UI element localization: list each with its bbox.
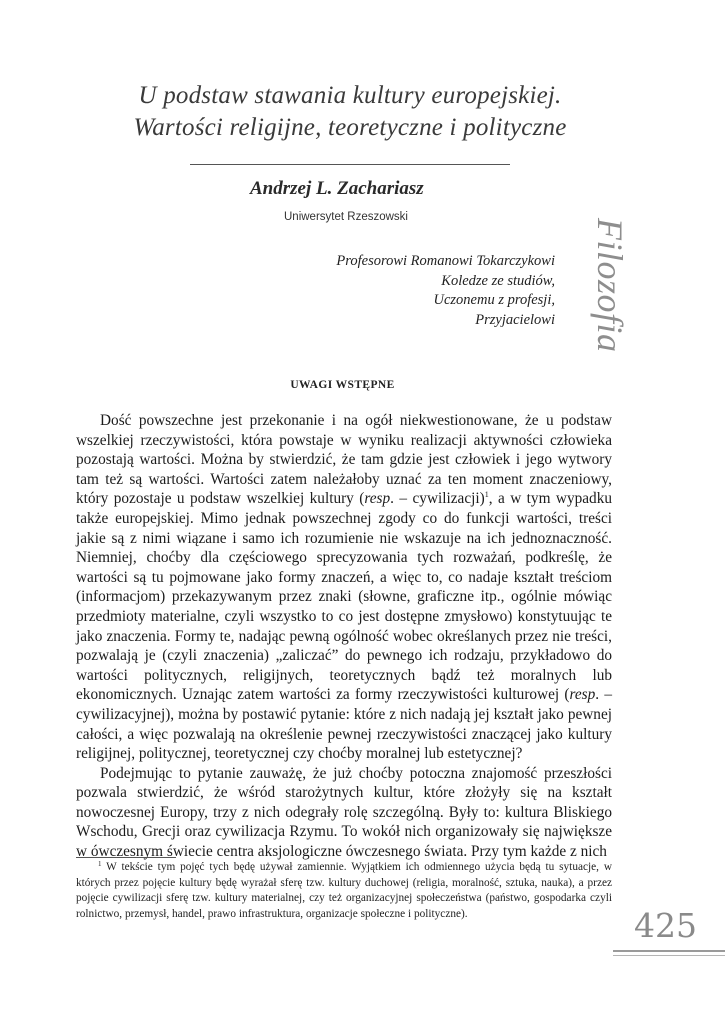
dedication-line: Przyjacielowi (475, 311, 555, 328)
section-side-label: Filozofia (590, 218, 630, 353)
paragraph-1-part-a: Dość powszechne jest przekonanie i na ogół niekwestionowane, że u podstaw wszelkiej rzeczywistości, która powstaje w wyniku realizacji aktywności człowieka pozostają wartości. Można by stwierdzić, że tam gdzie jest człowiek i jego wytwory tam też są wartości. Wartości zatem należałoby uznać za ten moment znaczeniowy, który pozostaje u podstaw wszelkiej kultury ( (76, 412, 612, 508)
article-title-line-1: U podstaw stawania kultury europejskiej. (138, 82, 562, 109)
footnote-divider (76, 857, 176, 858)
paragraph-2: Podejmując to pytanie zauważę, że już choćby potoczna znajomość przeszłości pozwala stwierdzić, że wśród starożytnych kultur, które złożyły się na kształt nowoczesnej Europy, trzy z nich odegrały rolę szczególną. Były to: kultura Bliskiego Wschodu, Grecji oraz cywilizacja Rzymu. To wokół nich organizowały się największe w ówczesnym świecie centra aksjologiczne ówczesnego świata. Przy tym każde z nich (76, 764, 612, 861)
page-number-rule (613, 955, 725, 956)
paragraph-1-part-c: , a w tym wypadku także europejskiej. Mimo jednak powszechnej zgody co do funkcji wartości, treści jakie są z nimi wiązane i samo ich rozumienie nie wskazuje na ich jednoznaczność. Niemniej, choćby dla częściowego sprecyzowania tych rozważań, podkreślę, że wartości są tu pojmowane jako formy znaczeń, a więc to, co nadaje kształt treściom (informacjom) przekazywanym przez znaki (słowne, graficzne itp., ogólnie mówiąc przedmioty materialne, czyli wszystko to co jest dostępne zmysłowo) konstytuując te jako znaczenia. Formy te, nadając pewną ogólność wobec określanych przez nie treści, pozwalają je (czyli znaczenia) „zaliczać” do pewnego ich rodzaju, przykładowo do wartości politycznych, religijnych, teoretycznych bądź też moralnych lub ekonomicznych. Uznając zatem wartości za formy rzeczywistości kulturowej ( (76, 490, 612, 704)
dedication-line: Profesorowi Romanowi Tokarczykowi (336, 253, 555, 269)
footnote-paragraph (76, 860, 612, 922)
author-name: Andrzej L. Zachariasz (250, 178, 424, 199)
paragraph-1-part-b: . – cywilizacji) (390, 490, 485, 508)
title-divider (190, 164, 510, 165)
footnote-text: W tekście tym pojęć tych będę używał zamiennie. Wyjątkiem ich odmiennego użycia będą tu sytuacje, w których przez pojęcie kultury będę wyrażał sferę tzw. kultury duchowej (religia, moralność, sztuka, nauka), a przez pojęcie cywilizacji sferę tzw. kultury materialnej, czy też organizacyjnej społeczeństwa (państwo, gospodarka czyli rolnictwo, przemysł, handel, prawo infrastruktura, organizacje społeczne i polityczne). (76, 861, 612, 920)
resp-abbreviation: resp (569, 686, 596, 704)
dedication (336, 252, 555, 330)
paragraph-1-part-d: . – cywilizacyjnej), można by postawić pytanie: które z nich nadają jej kształt jako pewnej całości, a więc pozwalają na określenie pewnej rzeczywistości znaczącej jako kultury religijnej, politycznej, teoretycznej czy choćby moralnej lub estetycznej? (76, 686, 613, 763)
footnote (76, 860, 612, 922)
page-number: 425 (634, 906, 697, 945)
section-heading-wrapper (0, 375, 725, 393)
paragraph-1 (76, 411, 612, 764)
article-title-line-2: Wartości religijne, teoretyczne i polityczne (133, 114, 567, 141)
resp-abbreviation: resp (364, 490, 391, 508)
footnote-marker: 1 (98, 860, 102, 868)
dedication-line: Koledze ze studiów, (441, 272, 555, 289)
footnote-reference[interactable]: 1 (484, 490, 489, 500)
dedication-line: Uczonemu z profesji, (433, 292, 555, 308)
body-text (76, 411, 612, 862)
page-number-rule (613, 950, 725, 952)
author-affiliation: Uniwersytet Rzeszowski (284, 211, 408, 223)
section-heading: UWAGI WSTĘPNE (290, 379, 395, 391)
